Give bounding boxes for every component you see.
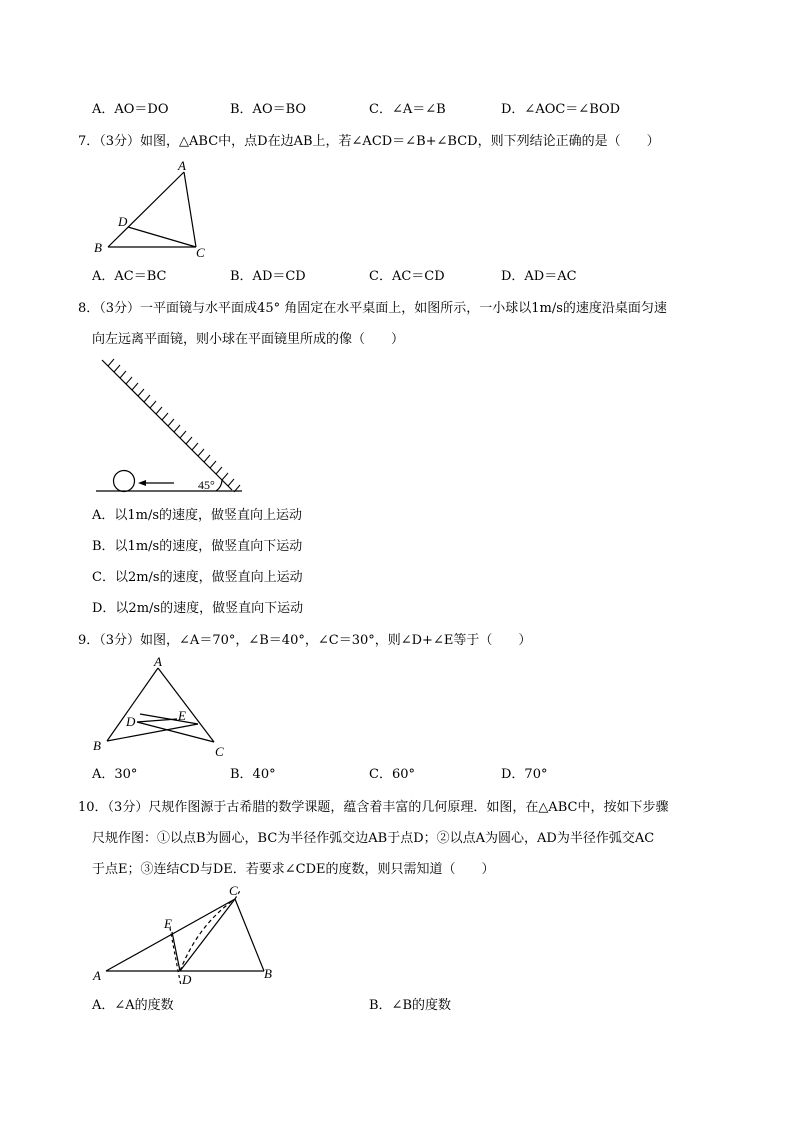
q6-option-a: A．AO＝DO bbox=[92, 102, 169, 117]
q9-triangle-figure bbox=[86, 654, 236, 762]
q10-label-d: D bbox=[182, 972, 192, 987]
q7-option-a: A．AC＝BC bbox=[92, 269, 167, 284]
q7-stem: 7．（3分）如图，△ABC中，点D在边AB上，若∠ACD＝∠B+∠BCD，则下列结论正确的是（ ） bbox=[78, 134, 660, 149]
q9-label-a: A bbox=[154, 654, 162, 669]
q8-mirror-figure bbox=[90, 352, 250, 498]
q8-stem-line2: 向左远离平面镜，则小球在平面镜里所成的像（ ） bbox=[92, 332, 405, 347]
arrowhead-left-icon bbox=[138, 480, 146, 486]
q7-option-c: C．AC＝CD bbox=[369, 269, 445, 284]
q7-label-b: B bbox=[94, 240, 102, 255]
q10-label-c: C bbox=[229, 883, 238, 898]
q8-option-c: C．以2m/s的速度，做竖直向上运动 bbox=[92, 570, 303, 585]
q9-option-d: D．70° bbox=[501, 767, 548, 782]
q10-label-b: B bbox=[264, 966, 272, 981]
q7-label-c: C bbox=[196, 245, 205, 260]
q8-option-d: D．以2m/s的速度，做竖直向下运动 bbox=[92, 601, 304, 616]
q10-stem-line1: 10．（3分）尺规作图源于古希腊的数学课题，蕴含着丰富的几何原理．如图，在△ABC中，按如下步骤 bbox=[78, 800, 669, 815]
q9-label-b: B bbox=[93, 738, 101, 753]
q9-option-c: C．60° bbox=[369, 767, 415, 782]
q7-label-d: D bbox=[118, 214, 128, 229]
q9-label-e: E bbox=[178, 708, 186, 723]
q9-option-a: A．30° bbox=[92, 767, 138, 782]
q7-option-d: D．AD＝AC bbox=[501, 269, 577, 284]
q8-angle-label: 45° bbox=[198, 478, 215, 492]
q6-option-c: C．∠A＝∠B bbox=[369, 102, 446, 117]
q10-construction-figure bbox=[88, 880, 288, 990]
q9-label-c: C bbox=[215, 744, 224, 759]
q10-label-e: E bbox=[164, 916, 172, 931]
q8-stem-line1: 8．（3分）一平面镜与水平面成45° 角固定在水平桌面上，如图所示，一小球以1m/s的速度沿桌面匀速 bbox=[78, 301, 667, 316]
q7-option-b: B．AD＝CD bbox=[230, 269, 306, 284]
q6-option-b: B．AO＝BO bbox=[230, 102, 307, 117]
q9-label-d: D bbox=[126, 714, 136, 729]
q10-option-b: B．∠B的度数 bbox=[369, 998, 451, 1013]
q8-option-a: A．以1m/s的速度，做竖直向上运动 bbox=[92, 508, 303, 523]
q6-option-d: D．∠AOC＝∠BOD bbox=[501, 102, 621, 117]
q10-stem-line2: 尺规作图：①以点B为圆心，BC为半径作弧交边AB于点D；②以点A为圆心，AD为半径作弧交AC bbox=[92, 831, 655, 846]
q10-label-a: A bbox=[93, 968, 101, 983]
q9-option-b: B．40° bbox=[230, 767, 276, 782]
q7-triangle-figure bbox=[86, 158, 216, 262]
q10-stem-line3: 于点E；③连结CD与DE．若要求∠CDE的度数，则只需知道（ ） bbox=[92, 862, 495, 877]
q9-stem: 9．（3分）如图，∠A＝70°，∠B＝40°，∠C＝30°，则∠D+∠E等于（ ） bbox=[78, 633, 532, 648]
q8-option-b: B．以1m/s的速度，做竖直向下运动 bbox=[92, 539, 303, 554]
q7-label-a: A bbox=[178, 158, 186, 173]
q10-option-a: A．∠A的度数 bbox=[92, 998, 174, 1013]
